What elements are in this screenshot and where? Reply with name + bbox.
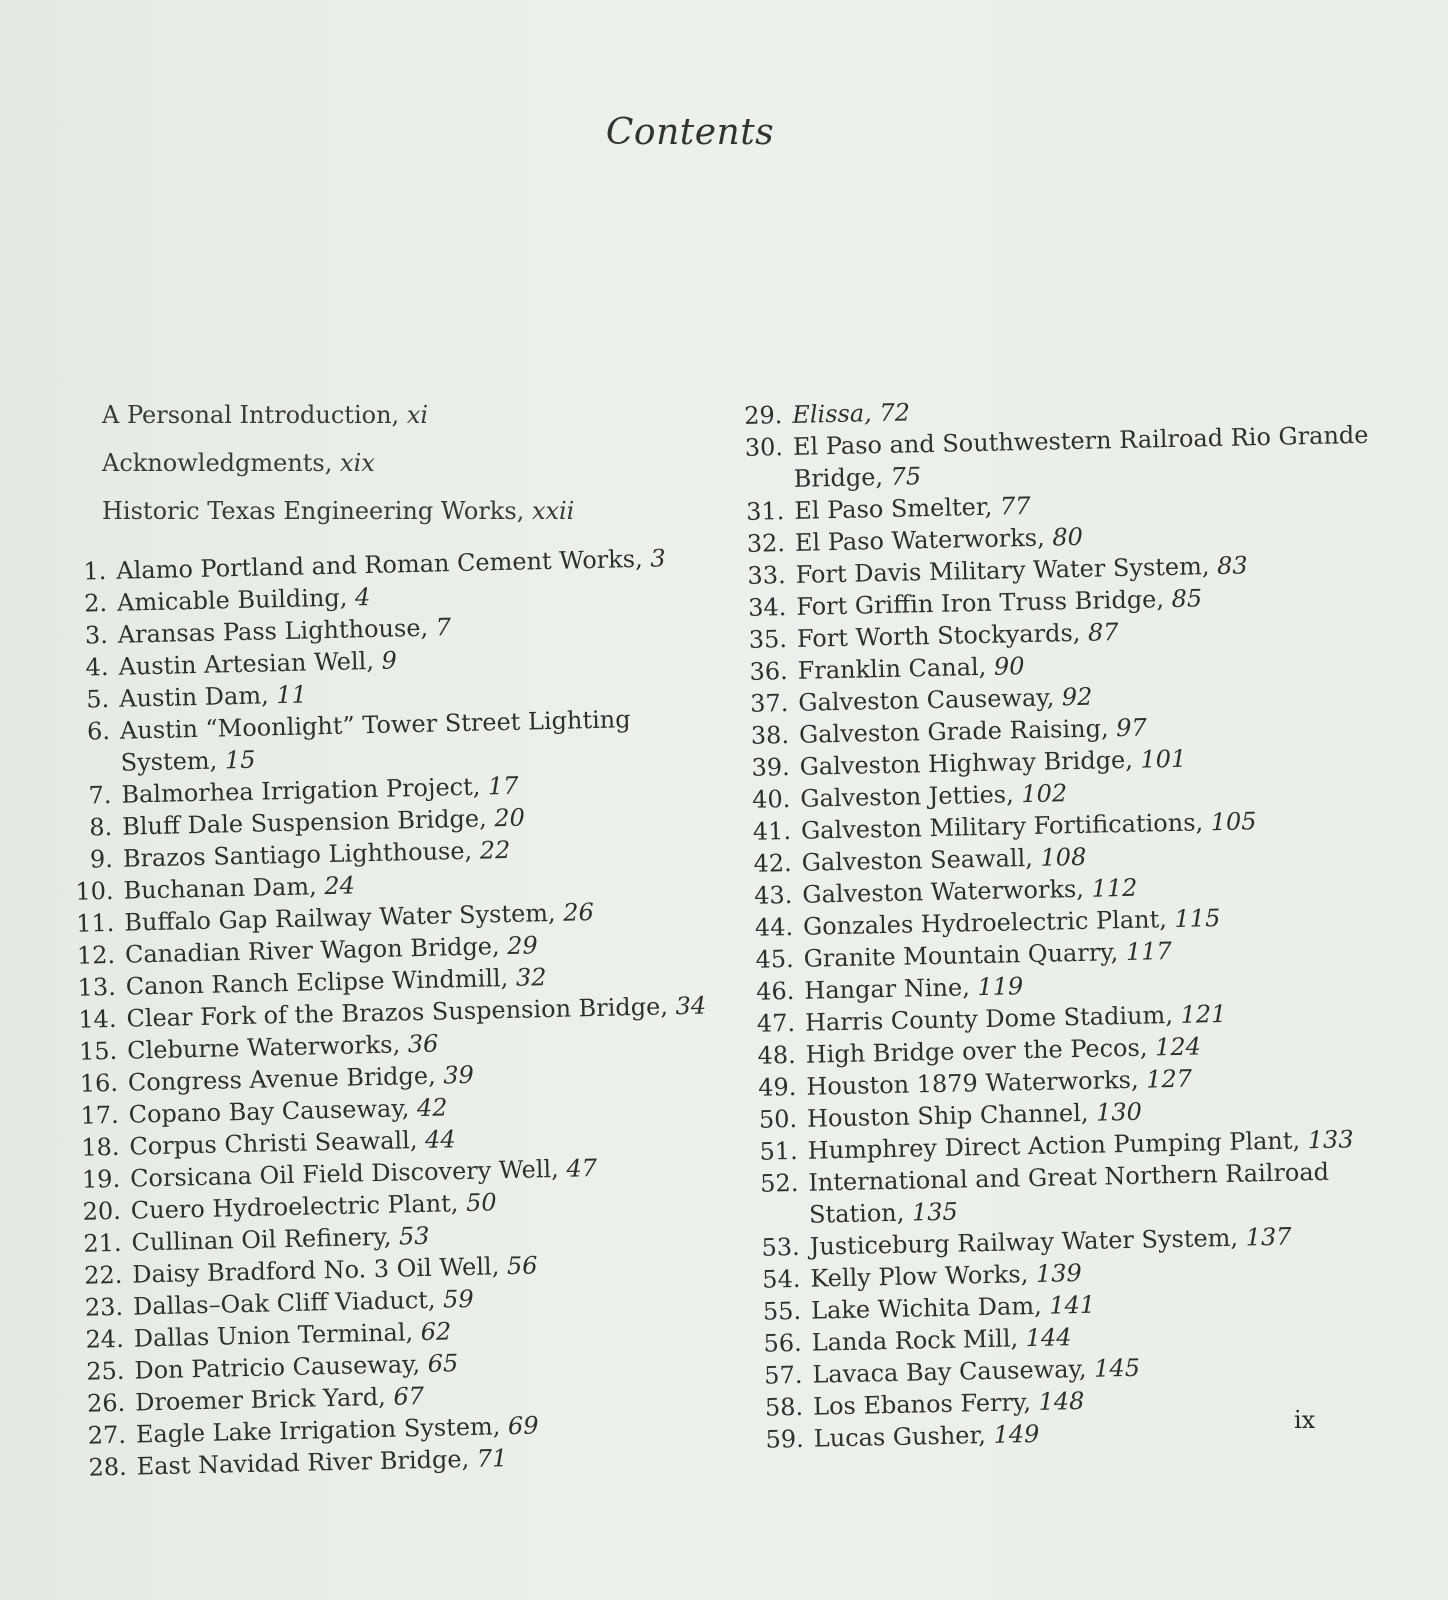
contents-column-left xyxy=(62,541,723,1483)
toc-entry-page: 145 xyxy=(1093,1353,1141,1383)
toc-entry-number: 32. xyxy=(746,529,786,558)
toc-entry-title: Congress Avenue Bridge, xyxy=(127,1061,436,1097)
toc-entry-number: 37. xyxy=(749,689,789,718)
toc-entry-title: Dallas–Oak Cliff Viaduct, xyxy=(132,1285,436,1321)
toc-entry-page: 39 xyxy=(442,1060,475,1090)
toc-entry-number: 8. xyxy=(88,812,113,842)
toc-entry-number: 53. xyxy=(761,1232,801,1262)
front-matter-item xyxy=(102,448,722,496)
toc-entry-page: 7 xyxy=(435,613,452,642)
toc-entry-title: Galveston Waterworks, xyxy=(802,874,1085,909)
toc-entry-page: 47 xyxy=(566,1154,598,1183)
contents-column-right xyxy=(738,387,1400,1456)
toc-entry-page: 108 xyxy=(1040,842,1087,872)
toc-entry-title: Lucas Gusher, xyxy=(813,1421,987,1453)
toc-entry-page: 22 xyxy=(479,835,511,865)
toc-entry-page: 50 xyxy=(465,1188,497,1217)
toc-entry-number: 16. xyxy=(79,1068,119,1098)
toc-entry-page: 124 xyxy=(1154,1032,1202,1062)
toc-entry-page: 148 xyxy=(1038,1386,1085,1416)
toc-entry-number: 50. xyxy=(758,1104,798,1134)
toc-entry-title: Franklin Canal, xyxy=(797,652,987,685)
toc-entry-page: 62 xyxy=(420,1317,452,1347)
toc-entry-number: 39. xyxy=(751,753,790,782)
toc-entry-page: 117 xyxy=(1125,937,1172,966)
toc-entry-title: Austin Artesian Well, xyxy=(118,646,375,681)
toc-entry-number: 13. xyxy=(77,972,117,1002)
toc-entry-title: Gonzales Hydroelectric Plant, xyxy=(802,905,1168,941)
toc-entry-number: 45. xyxy=(755,944,795,974)
toc-entry-number: 1. xyxy=(83,557,107,586)
toc-entry-page: 127 xyxy=(1145,1064,1193,1094)
toc-entry-title: Houston Ship Channel, xyxy=(806,1098,1089,1133)
front-matter-page: xix xyxy=(340,449,375,477)
toc-entry-title: Justiceburg Railway Water System, xyxy=(809,1223,1239,1261)
toc-entry-title: Daisy Bradford No. 3 Oil Well, xyxy=(132,1252,500,1289)
toc-entry-number: 14. xyxy=(78,1004,117,1034)
toc-entry-page: 69 xyxy=(507,1411,539,1441)
toc-entry-number: 18. xyxy=(80,1132,120,1162)
toc-entry-title: Hangar Nine, xyxy=(804,973,971,1005)
front-matter-page: xi xyxy=(406,401,429,429)
toc-entry-number: 26. xyxy=(86,1388,126,1418)
toc-entry-title: Kelly Plow Works, xyxy=(810,1260,1029,1293)
toc-entry-page: 20 xyxy=(494,803,526,833)
toc-entry-page: 90 xyxy=(993,652,1025,681)
toc-entry-page: 80 xyxy=(1052,522,1084,552)
toc-entry-title: Balmorhea Irrigation Project, xyxy=(121,772,481,809)
toc-entry-title: Bluff Dale Suspension Bridge, xyxy=(121,804,488,841)
toc-entry-page: 133 xyxy=(1307,1125,1354,1155)
toc-entry-title: Dallas Union Terminal, xyxy=(133,1318,414,1353)
toc-entry-page: 24 xyxy=(323,871,356,901)
toc-entry-number: 46. xyxy=(755,976,795,1006)
toc-entry-number: 27. xyxy=(87,1420,127,1450)
toc-entry-page: 59 xyxy=(442,1284,474,1314)
toc-entry-page: 85 xyxy=(1171,584,1203,613)
toc-entry-page: 112 xyxy=(1091,873,1138,903)
toc-entry-page: 141 xyxy=(1049,1290,1096,1320)
toc-entry-page: 87 xyxy=(1087,618,1119,647)
toc-entry-number: 47. xyxy=(756,1008,796,1038)
toc-entry-number: 33. xyxy=(747,561,786,590)
toc-entry-page: 97 xyxy=(1115,713,1148,743)
toc-entry-page: 15 xyxy=(224,745,256,775)
toc-entry-page: 17 xyxy=(487,771,519,801)
toc-entry-title: Canadian River Wagon Bridge, xyxy=(124,932,500,969)
toc-entry-page: 149 xyxy=(993,1419,1040,1449)
toc-entry-page: 83 xyxy=(1216,551,1248,580)
toc-entry-page: 115 xyxy=(1174,904,1221,933)
toc-entry-title: Harris County Dome Stadium, xyxy=(804,1001,1174,1037)
toc-entry-page: 44 xyxy=(424,1125,456,1154)
toc-entry-page: 9 xyxy=(381,646,398,675)
toc-entry-page: 71 xyxy=(476,1444,508,1473)
front-matter-label: Historic Texas Engineering Works, xyxy=(102,497,525,525)
toc-entry-number: 24. xyxy=(85,1324,125,1354)
toc-entry-number: 4. xyxy=(85,652,109,682)
toc-entry-title: Corpus Christi Seawall, xyxy=(129,1126,418,1161)
toc-entry-number: 52. xyxy=(759,1168,799,1198)
toc-entry-number: 43. xyxy=(753,880,793,910)
toc-entry-title: Alamo Portland and Roman Cement Works, xyxy=(116,544,643,585)
toc-entry-title: Aransas Pass Lighthouse, xyxy=(117,613,429,649)
toc-entry-number: 30. xyxy=(744,433,784,462)
toc-entry-page: 77 xyxy=(999,491,1031,521)
toc-entry-number: 49. xyxy=(757,1072,797,1102)
toc-entry-page: 4 xyxy=(354,583,371,612)
toc-entry-title: Copano Bay Causeway, xyxy=(128,1094,410,1129)
toc-entry-title: Canon Ranch Eclipse Windmill, xyxy=(125,963,509,1001)
toc-entry-title: Clear Fork of the Brazos Suspension Bridge, xyxy=(126,992,669,1033)
toc-entry-title: Galveston Causeway, xyxy=(798,683,1055,717)
toc-entry-number: 56. xyxy=(763,1328,803,1358)
toc-entry-number: 22. xyxy=(83,1260,123,1290)
toc-entry-title: Fort Griffin Iron Truss Bridge, xyxy=(796,585,1165,621)
toc-entry-title: Granite Mountain Quarry, xyxy=(803,938,1119,973)
toc-entry-title: Galveston Seawall, xyxy=(801,843,1034,877)
toc-entry-number: 42. xyxy=(753,848,793,878)
front-matter-list xyxy=(102,400,722,544)
toc-entry-number: 7. xyxy=(88,780,112,810)
toc-entry-number: 19. xyxy=(81,1164,121,1194)
toc-entry-title: Corsicana Oil Field Discovery Well, xyxy=(129,1154,560,1193)
toc-entry-title: Galveston Jetties, xyxy=(800,780,1014,813)
toc-entry-number: 3. xyxy=(84,620,109,650)
toc-entry-title: Galveston Military Fortifications, xyxy=(800,808,1204,845)
toc-entry-number: 10. xyxy=(75,876,114,906)
toc-entry-title: Droemer Brick Yard, xyxy=(134,1382,387,1417)
toc-entry-title: Elissa, xyxy=(792,399,873,429)
toc-entry-title: Buchanan Dam, xyxy=(123,872,317,905)
page-number: ix xyxy=(1294,1406,1316,1434)
toc-entry-number: 23. xyxy=(84,1292,124,1322)
toc-entry-number: 41. xyxy=(752,816,792,846)
toc-entry-number: 9. xyxy=(89,844,114,874)
toc-entry-number: 44. xyxy=(754,912,794,942)
toc-entry-page: 53 xyxy=(398,1221,430,1251)
toc-entry-number: 15. xyxy=(78,1036,118,1066)
toc-entry-title: Buffalo Gap Railway Water System, xyxy=(124,898,556,937)
toc-entry-title: East Navidad River Bridge, xyxy=(136,1444,470,1481)
toc-entry-title: El Paso and Southwestern Railroad Rio Grande Bridge, xyxy=(792,420,1369,493)
toc-entry-title: Don Patricio Causeway, xyxy=(134,1350,421,1385)
toc-entry-number: 35. xyxy=(748,625,788,654)
toc-entry-number: 31. xyxy=(745,497,785,526)
toc-entry-page: 121 xyxy=(1180,999,1227,1029)
toc-entry-body xyxy=(808,1154,1395,1230)
toc-entry-title: Fort Davis Military Water System, xyxy=(795,552,1210,589)
toc-entry-page: 3 xyxy=(650,544,666,573)
toc-entry-page: 105 xyxy=(1210,807,1257,837)
page-title: Contents xyxy=(605,112,775,153)
toc-entry-title: High Bridge over the Pecos, xyxy=(805,1033,1148,1069)
toc-entry-title: Eagle Lake Irrigation System, xyxy=(135,1412,501,1449)
toc-entry-number: 17. xyxy=(80,1100,120,1130)
toc-entry-page: 130 xyxy=(1095,1097,1143,1127)
toc-entry-page: 139 xyxy=(1035,1258,1083,1288)
toc-entry-number: 48. xyxy=(757,1040,797,1070)
toc-entry-page: 75 xyxy=(890,462,922,491)
toc-entry-page: 26 xyxy=(562,898,595,927)
toc-entry-page: 11 xyxy=(275,680,308,710)
toc-entry-page: 67 xyxy=(393,1382,425,1411)
toc-entry-page: 32 xyxy=(515,963,547,992)
toc-entry-page: 102 xyxy=(1021,779,1068,809)
toc-entry-number: 12. xyxy=(76,940,116,970)
toc-entry-title: Galveston Grade Raising, xyxy=(798,714,1109,749)
toc-entry-page: 135 xyxy=(911,1197,959,1227)
toc-entry-number: 21. xyxy=(83,1228,122,1258)
front-matter-item xyxy=(102,496,722,544)
toc-entry-title: Austin Dam, xyxy=(118,681,269,713)
toc-entry-number: 36. xyxy=(749,657,788,686)
toc-entry-number: 28. xyxy=(88,1452,127,1482)
toc-entry-number: 55. xyxy=(762,1296,802,1326)
toc-entry-title: Lavaca Bay Causeway, xyxy=(812,1354,1087,1389)
toc-entry-number: 11. xyxy=(75,908,115,938)
front-matter-page: xxii xyxy=(531,497,575,525)
toc-entry-title: Cleburne Waterworks, xyxy=(126,1030,401,1065)
toc-entry-number: 40. xyxy=(751,784,791,814)
toc-entry-page: 101 xyxy=(1140,744,1187,774)
toc-entry-page: 29 xyxy=(506,931,539,960)
toc-entry-page: 56 xyxy=(506,1251,538,1281)
toc-entry-number: 20. xyxy=(82,1196,122,1226)
toc-entry-number: 57. xyxy=(763,1360,803,1390)
toc-entry-page: 137 xyxy=(1245,1222,1292,1252)
toc-entry-number: 29. xyxy=(743,401,783,430)
toc-entry-title: Houston 1879 Waterworks, xyxy=(806,1065,1139,1101)
toc-entry-number: 58. xyxy=(764,1392,804,1422)
toc-entry-page: 119 xyxy=(977,972,1024,1002)
toc-entry-number: 34. xyxy=(747,593,787,622)
toc-entry-title: El Paso Waterworks, xyxy=(794,523,1046,557)
toc-entry-page: 65 xyxy=(427,1349,459,1378)
toc-entry-number: 25. xyxy=(86,1356,125,1386)
toc-entry-title: Galveston Highway Bridge, xyxy=(799,745,1134,781)
toc-entry-page: 72 xyxy=(879,398,911,428)
front-matter-item xyxy=(102,400,722,448)
toc-entry-title: Cuero Hydroelectric Plant, xyxy=(130,1189,459,1225)
toc-entry-page: 34 xyxy=(675,991,707,1021)
toc-entry-number: 38. xyxy=(750,721,790,750)
toc-entry-title: Lake Wichita Dam, xyxy=(810,1291,1042,1325)
toc-entry-page: 92 xyxy=(1061,682,1093,712)
toc-entry-title: Landa Rock Mill, xyxy=(811,1324,1019,1357)
front-matter-label: A Personal Introduction, xyxy=(102,401,400,429)
toc-entry-number: 51. xyxy=(759,1136,799,1166)
toc-entry-title: Brazos Santiago Lighthouse, xyxy=(122,836,473,873)
toc-entry-number: 54. xyxy=(761,1264,801,1294)
toc-entry-number: 6. xyxy=(86,716,111,746)
toc-entry-title: Cullinan Oil Refinery, xyxy=(131,1222,392,1257)
toc-entry-page: 144 xyxy=(1025,1323,1072,1353)
toc-entry-page: 36 xyxy=(407,1029,439,1059)
toc-entry-title: Amicable Building, xyxy=(116,583,348,617)
toc-entry-title: El Paso Smelter, xyxy=(794,492,993,525)
toc-entry-title: Los Ebanos Ferry, xyxy=(812,1388,1032,1421)
front-matter-label: Acknowledgments, xyxy=(102,449,333,477)
toc-entry-number: 5. xyxy=(86,684,110,714)
toc-entry-number: 59. xyxy=(765,1424,805,1454)
toc-entry-title: Fort Worth Stockyards, xyxy=(796,618,1081,653)
toc-entry-page: 42 xyxy=(416,1093,448,1123)
toc-entry-number: 2. xyxy=(83,588,108,618)
toc-entry-title: International and Great Northern Railroad Station, xyxy=(808,1157,1330,1229)
toc-entry-title: Humphrey Direct Action Pumping Plant, xyxy=(807,1126,1301,1165)
toc-entry-title: Austin “Moonlight” Tower Street Lighting System, xyxy=(119,705,631,777)
